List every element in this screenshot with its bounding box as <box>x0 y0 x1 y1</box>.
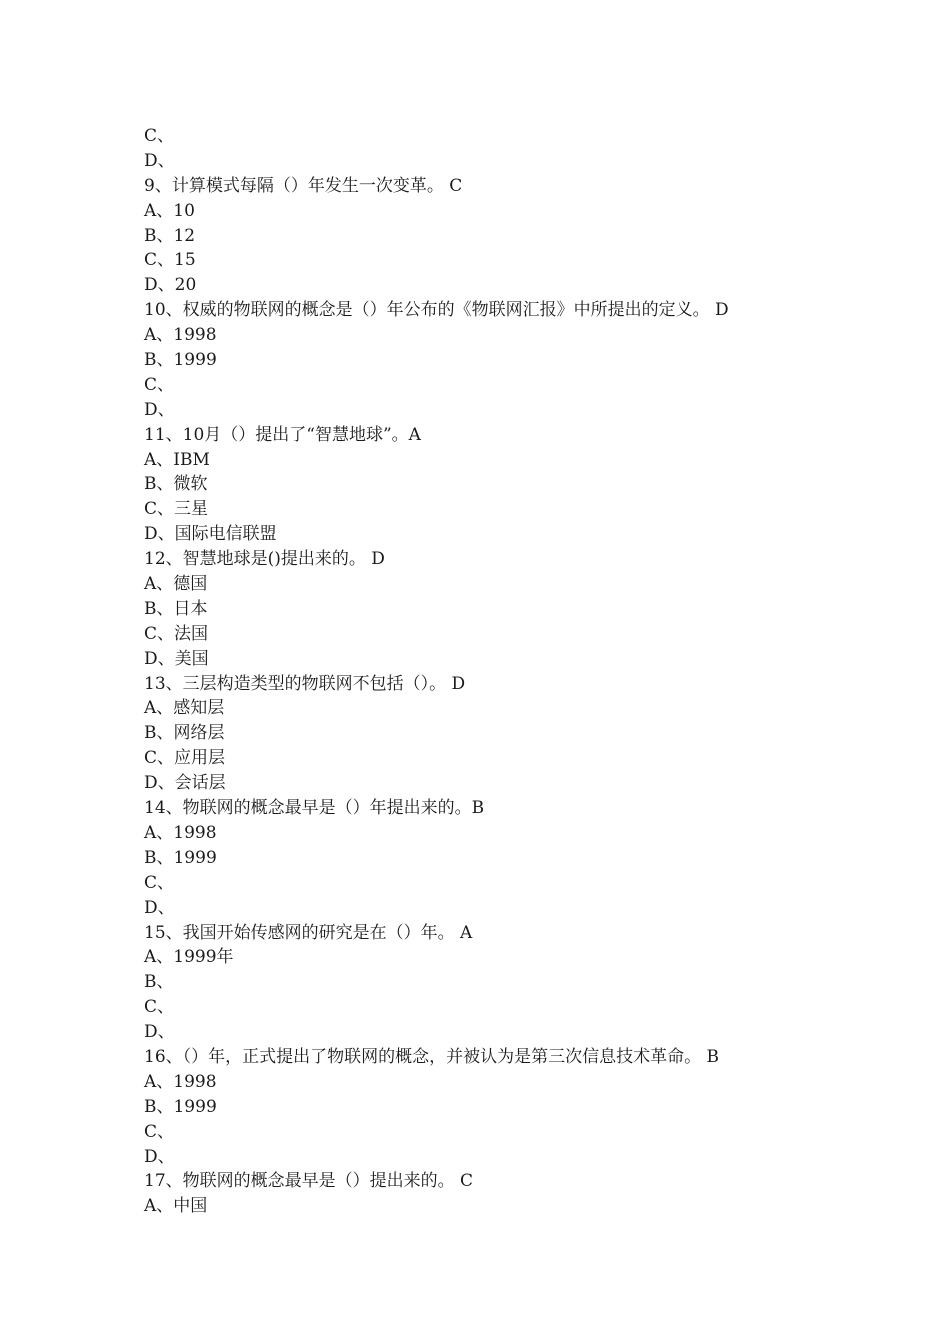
question-line: 16、（）年，正式提出了物联网的概念，并被认为是第三次信息技术革命。 B <box>144 1046 720 1067</box>
option-line: C、 <box>144 1121 175 1142</box>
question-line: 14、物联网的概念最早是（）年提出来的。B <box>144 798 485 819</box>
option-line: C、法国 <box>144 623 209 644</box>
question-line: 17、物联网的概念最早是（）提出来的。 C <box>144 1171 474 1192</box>
question-line: 9、计算模式每隔（）年发生一次变革。 C <box>144 175 463 196</box>
option-line: A、1998 <box>144 325 217 346</box>
option-line: B、 <box>144 972 174 993</box>
option-line: B、12 <box>144 225 196 246</box>
option-line: C、 <box>144 374 175 395</box>
option-line: D、会话层 <box>144 773 226 794</box>
question-line: 12、智慧地球是()提出来的。 D <box>144 549 385 570</box>
option-line: D、国际电信联盟 <box>144 524 277 545</box>
option-line: C、 <box>144 126 175 146</box>
option-line: B、1999 <box>144 350 217 371</box>
option-line: C、 <box>144 997 175 1018</box>
option-line: D、美国 <box>144 648 209 669</box>
option-line: D、20 <box>144 275 197 296</box>
option-line: B、日本 <box>144 598 208 619</box>
option-line: B、1999 <box>144 1096 217 1117</box>
option-line: B、微软 <box>144 474 208 495</box>
option-line: A、IBM <box>144 449 210 470</box>
option-line: C、三星 <box>144 499 209 520</box>
question-line: 13、三层构造类型的物联网不包括（）。 D <box>144 673 466 694</box>
option-line: B、网络层 <box>144 723 225 744</box>
document-body <box>144 124 824 1219</box>
question-line: 15、我国开始传感网的研究是在（）年。 A <box>144 922 473 943</box>
option-line: A、1999年 <box>144 947 234 968</box>
option-line: A、感知层 <box>144 698 225 719</box>
option-line: A、1998 <box>144 1071 217 1092</box>
option-line: D、 <box>144 150 175 171</box>
option-line: D、 <box>144 1146 175 1167</box>
option-line: C、应用层 <box>144 748 226 769</box>
question-line: 11、10月（）提出了“智慧地球”。A <box>144 424 421 445</box>
question-line: 10、权威的物联网的概念是（）年公布的《物联网汇报》中所提出的定义。 D <box>144 300 729 321</box>
option-line: D、 <box>144 1022 175 1043</box>
option-line: A、中国 <box>144 1196 208 1217</box>
option-line: D、 <box>144 399 175 420</box>
option-line: A、德国 <box>144 574 208 595</box>
option-line: D、 <box>144 897 175 918</box>
option-line: C、15 <box>144 250 196 271</box>
option-line: B、1999 <box>144 847 217 868</box>
option-line: A、10 <box>144 200 195 221</box>
option-line: C、 <box>144 872 175 893</box>
option-line: A、1998 <box>144 822 217 843</box>
